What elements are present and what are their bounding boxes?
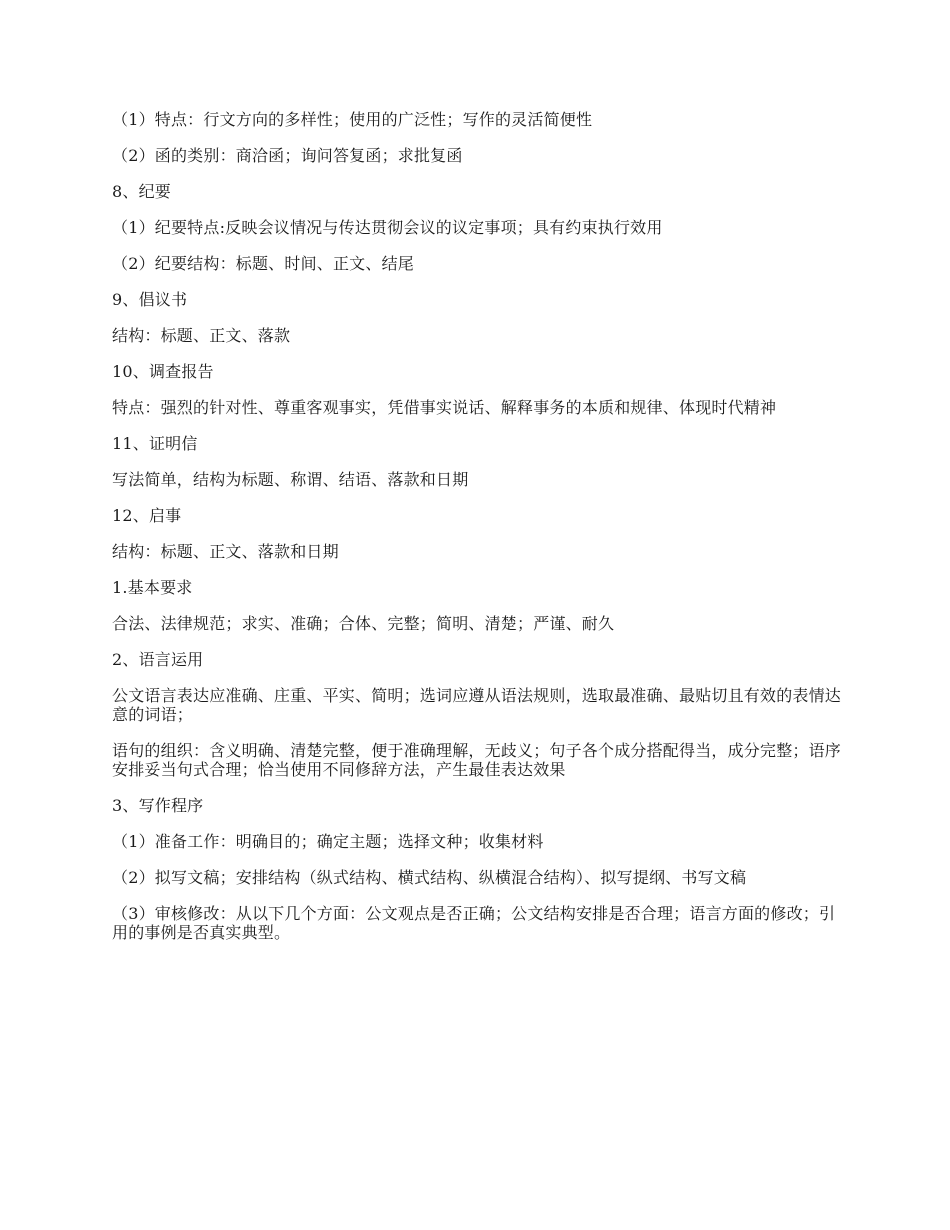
body-paragraph: 语句的组织：含义明确、清楚完整，便于准确理解，无歧义；句子各个成分搭配得当，成分完整；语序安排妥当句式合理；恰当使用不同修辞方法，产生最佳表达效果 [112,741,842,779]
item-line: （1）特点：行文方向的多样性；使用的广泛性；写作的灵活简便性 [112,110,593,129]
item-line: （2）纪要结构：标题、时间、正文、结尾 [112,254,414,273]
item-line: （1）准备工作：明确目的；确定主题；选择文种；收集材料 [112,832,544,851]
item-line: （1）纪要特点:反映会议情况与传达贯彻会议的议定事项；具有约束执行效用 [112,218,663,237]
body-paragraph: 结构：标题、正文、落款 [112,326,291,345]
section-heading: 2、语言运用 [112,650,204,669]
document-body [112,110,842,959]
section-heading: 9、倡议书 [112,290,188,309]
section-heading: 1.基本要求 [112,578,193,597]
section-heading: 12、启事 [112,506,182,525]
section-heading: 11、证明信 [112,434,198,453]
section-heading: 3、写作程序 [112,796,204,815]
body-paragraph: 写法简单，结构为标题、称谓、结语、落款和日期 [112,470,469,489]
item-line: （2）函的类别：商洽函；询问答复函；求批复函 [112,146,463,165]
body-paragraph: 公文语言表达应准确、庄重、平实、简明；选词应遵从语法规则，选取最准确、最贴切且有效的表情达意的词语； [112,686,842,724]
body-paragraph: 合法、法律规范；求实、准确；合体、完整；简明、清楚；严谨、耐久 [112,614,615,633]
section-heading: 8、纪要 [112,182,171,201]
body-paragraph: 结构：标题、正文、落款和日期 [112,542,339,561]
body-paragraph: 特点：强烈的针对性、尊重客观事实，凭借事实说话、解释事务的本质和规律、体现时代精神 [112,398,777,417]
section-heading: 10、调查报告 [112,362,214,381]
item-line: （2）拟写文稿；安排结构（纵式结构、横式结构、纵横混合结构）、拟写提纲、书写文稿 [112,868,747,887]
item-line: （3）审核修改：从以下几个方面：公文观点是否正确；公文结构安排是否合理；语言方面的修改；引用的事例是否真实典型。 [112,904,836,942]
